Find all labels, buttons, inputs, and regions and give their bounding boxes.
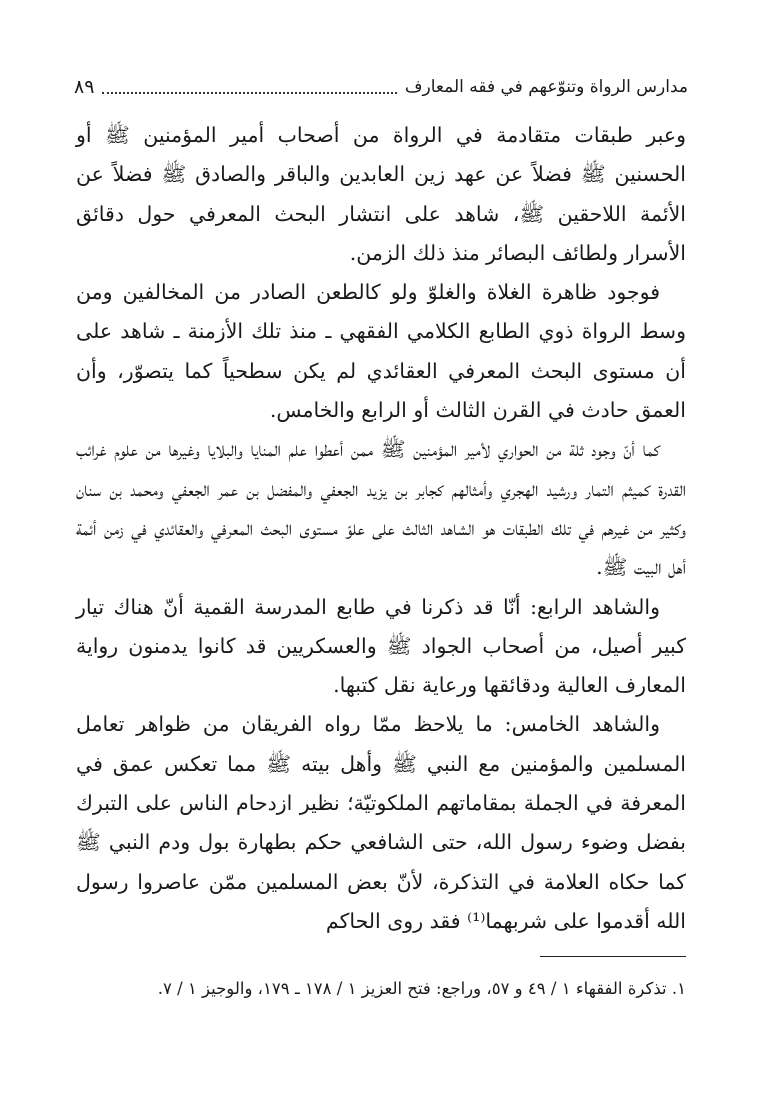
footnote: ١. تذكرة الفقهاء ١ / ٤٩ و ٥٧، وراجع: فتح العزيز ١ / ١٧٨ ـ ١٧٩، والوجيز ١ / ٧. [157,979,686,998]
running-header-title: مدارس الرواة وتنوّعهم في فقه المعارف [404,77,688,97]
paragraph: فوجود ظاهرة الغلاة والغلوّ ولو كالطعن الصادر من المخالفين ومن وسط الرواة ذوي الطابع الكلامي الفقهي ـ منذ تلك الأزمنة ـ شاهد على أن مستوى البحث المعرفي العقائدي لم يكن سطحياً كما يتصوّر، وأن العمق حادث في القرن الثالث أو الرابع والخامس. [76,280,686,423]
paragraph: وعبر طبقات متقادمة في الرواة من أصحاب أمير المؤمنين ﷺ أو الحسنين ﷺ فضلاً عن عهد زين العابدين والباقر والصادق ﷺ فضلاً عن الأئمة اللاحقين ﷺ، شاهد على انتشار البحث المعرفي حول دقائق الأسرار ولطائف البصائر منذ ذلك الزمن. [76,123,686,265]
paragraph: والشاهد الخامس: ما يلاحظ ممّا رواه الفريقان من ظواهر تعامل المسلمين والمؤمنين مع النبي ﷺ وأهل بيته ﷺ مما تعكس عمق في المعرفة في الجملة بمقاماتهم الملكوتيّة؛ نظير ازدحام الناس على التبرك بفضل وضوء رسول الله، حتى الشافعي حكم بطهارة بول ودم النبي ﷺ كما حكاه العلامة في التذكرة، لأنّ بعض المسلمين ممّن عاصروا رسول الله أقدموا على شربهما⁽¹⁾ فقد روى الحاكم [76,712,686,933]
paragraph: كما أنّ وجود ثلة من الحواري لأمير المؤمنين ﷺ ممن أعطوا علم المنايا والبلايا وغيرها من علوم غرائب القدرة كميثم التمار ورشيد الهجري وأمثالهم كجابر بن يزيد الجعفي والمفضل بن عمر الجعفي ومحمد بن سنان وكثير من غيرهم في تلك الطبقات هو الشاهد الثالث على علوّ مستوى البحث المعرفي والعقائدي في زمن أئمة أهل البيت ﷺ. [76,437,686,580]
footnote-separator [540,956,686,957]
page-number: ٨٩ [74,76,95,98]
main-text [76,116,686,941]
paragraph: والشاهد الرابع: أنّا قد ذكرنا في طابع المدرسة القمية أنّ هناك تيار كبير أصيل، من أصحاب الجواد ﷺ والعسكريين قد كانوا يدمنون رواية المعارف العالية ودقائقها ورعاية نقل كتبها. [76,594,686,698]
header-dot-leader [102,84,396,94]
running-header [74,72,688,102]
